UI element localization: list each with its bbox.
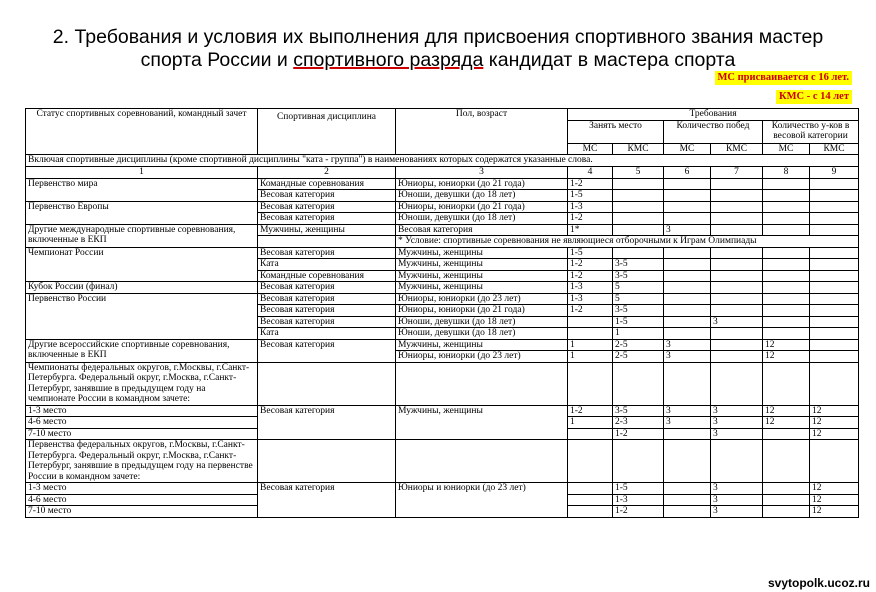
title-line-2 [0,49,876,72]
participants-kms-cell [810,282,859,294]
place-kms-cell [613,213,664,225]
participants-ms-cell [763,483,810,495]
gender-cell: Мужчины, женщины [396,405,568,440]
gender-cell: Мужчины, женщины [396,247,568,259]
status-cell: 4-6 место [26,417,258,429]
wins-ms-cell [664,506,711,518]
participants-kms-cell [810,259,859,271]
participants-ms-cell [763,201,810,213]
ms-age-note: МС присваивается с 16 лет. [715,71,852,85]
place-kms-cell [613,362,664,405]
participants-ms-cell [763,440,810,483]
place-ms-cell: 1* [568,224,613,236]
wins-kms-cell: 3 [711,506,763,518]
wins-kms-cell: 3 [711,494,763,506]
header-kms: КМС [810,143,859,155]
discipline-cell: Весовая категория [258,213,396,225]
discipline-cell [258,440,396,483]
status-cell: Другие международные спортивные соревнования, включенные в ЕКП [26,224,258,247]
discipline-cell: Весовая категория [258,483,396,518]
column-number: 4 [568,166,613,178]
discipline-cell [258,362,396,405]
status-cell: 7-10 место [26,428,258,440]
place-kms-cell [613,247,664,259]
wins-kms-cell [711,293,763,305]
gender-cell: Юниоры, юниорки (до 23 лет) [396,351,568,363]
gender-cell: Юниоры, юниорки (до 21 года) [396,201,568,213]
wins-ms-cell [664,440,711,483]
site-watermark: svytopolk.ucoz.ru [767,576,870,590]
participants-ms-cell [763,506,810,518]
place-kms-cell: 1-2 [613,506,664,518]
status-cell: 1-3 место [26,405,258,417]
place-kms-cell: 3-5 [613,305,664,317]
gender-cell: Мужчины, женщины [396,259,568,271]
status-cell: Чемпионат России [26,247,258,282]
wins-ms-cell [664,428,711,440]
kms-age-note: КМС - с 14 лет [776,90,852,104]
discipline-cell: Командные соревнования [258,270,396,282]
participants-ms-cell [763,362,810,405]
place-ms-cell: 1-2 [568,405,613,417]
gender-cell [396,362,568,405]
participants-ms-cell [763,213,810,225]
header-status: Статус спортивных соревнований, командный зачет [26,109,258,155]
place-ms-cell: 1-3 [568,201,613,213]
inclusion-note: Включая спортивные дисциплины (кроме спортивной дисциплины "ката - группа") в наименованиях которых содержатся указанные слова. [26,155,859,167]
discipline-cell: Мужчины, женщины [258,224,396,236]
column-number-row [26,166,859,178]
gender-cell: Юниоры и юниорки (до 23 лет) [396,483,568,518]
participants-kms-cell [810,316,859,328]
participants-ms-cell [763,328,810,340]
place-ms-cell: 1-5 [568,190,613,202]
wins-ms-cell [664,247,711,259]
status-cell: Первенства федеральных округов, г.Москвы, г.Санкт-Петербурга. Федеральный округ, г.Москва, г.Санкт-Петербург, занявшие в предыдущем году на первенстве России в командном зачете: [26,440,258,483]
gender-cell: Юноши, девушки (до 18 лет) [396,328,568,340]
table-row [26,405,859,417]
place-ms-cell: 1-2 [568,270,613,282]
wins-kms-cell [711,201,763,213]
wins-kms-cell [711,213,763,225]
place-ms-cell: 1 [568,351,613,363]
column-number: 2 [258,166,396,178]
participants-ms-cell [763,224,810,236]
discipline-cell: Весовая категория [258,339,396,362]
participants-kms-cell: 12 [810,483,859,495]
place-ms-cell [568,494,613,506]
status-cell: Другие всероссийские спортивные соревнования, включенные в ЕКП [26,339,258,362]
place-ms-cell: 1 [568,417,613,429]
place-kms-cell [613,178,664,190]
status-cell: Первенство мира [26,178,258,201]
place-kms-cell [613,201,664,213]
place-ms-cell [568,483,613,495]
wins-ms-cell: 3 [664,405,711,417]
status-cell: Первенство России [26,293,258,339]
discipline-cell: Весовая категория [258,405,396,440]
place-kms-cell [613,190,664,202]
place-kms-cell: 2-5 [613,351,664,363]
column-number: 5 [613,166,664,178]
participants-ms-cell [763,316,810,328]
gender-cell [396,440,568,483]
participants-kms-cell [810,351,859,363]
discipline-cell: Весовая категория [258,247,396,259]
column-number: 6 [664,166,711,178]
place-kms-cell [613,224,664,236]
column-number: 3 [396,166,568,178]
place-kms-cell: 1-5 [613,316,664,328]
participants-ms-cell [763,270,810,282]
wins-kms-cell: 3 [711,316,763,328]
gender-cell: Юноши, девушки (до 18 лет) [396,213,568,225]
gender-cell: Юноши, девушки (до 18 лет) [396,190,568,202]
condition-cell: * Условие: спортивные соревнования не являющиеся отборочными к Играм Олимпиады [396,236,859,248]
header-kms: КМС [711,143,763,155]
participants-kms-cell [810,178,859,190]
discipline-cell: Ката [258,328,396,340]
wins-kms-cell [711,440,763,483]
gender-cell: Мужчины, женщины [396,282,568,294]
table-row [26,282,859,294]
status-cell: Первенство Европы [26,201,258,224]
status-cell: 7-10 место [26,506,258,518]
wins-kms-cell [711,259,763,271]
inclusion-note-row [26,155,859,167]
participants-ms-cell [763,305,810,317]
gender-cell: Юниоры, юниорки (до 23 лет) [396,293,568,305]
wins-ms-cell [664,328,711,340]
participants-ms-cell [763,190,810,202]
place-kms-cell: 1 [613,328,664,340]
participants-ms-cell: 12 [763,351,810,363]
wins-kms-cell [711,328,763,340]
wins-ms-cell [664,201,711,213]
wins-kms-cell [711,178,763,190]
header-wins: Количество побед [664,120,763,143]
table-row [26,247,859,259]
table-row [26,440,859,483]
place-ms-cell [568,362,613,405]
wins-kms-cell [711,351,763,363]
title-line-2-end: кандидат в мастера спорта [483,49,736,71]
participants-kms-cell [810,293,859,305]
gender-cell: Мужчины, женщины [396,270,568,282]
wins-kms-cell [711,305,763,317]
place-ms-cell: 1-2 [568,305,613,317]
wins-ms-cell [664,316,711,328]
wins-ms-cell [664,305,711,317]
place-ms-cell [568,440,613,483]
title-line-2-start: спорта России и [140,49,294,71]
wins-ms-cell [664,190,711,202]
wins-kms-cell: 3 [711,405,763,417]
participants-ms-cell [763,494,810,506]
header-row [26,109,859,121]
discipline-cell: Ката [258,259,396,271]
place-kms-cell: 3-5 [613,259,664,271]
column-number: 8 [763,166,810,178]
discipline-cell: Весовая категория [258,282,396,294]
place-kms-cell: 2-3 [613,417,664,429]
gender-cell: Юниоры, юниорки (до 21 года) [396,178,568,190]
participants-ms-cell: 12 [763,339,810,351]
wins-ms-cell: 3 [664,417,711,429]
header-requirements: Требования [568,109,859,121]
place-ms-cell: 1-3 [568,293,613,305]
participants-kms-cell [810,224,859,236]
place-kms-cell [613,440,664,483]
participants-ms-cell [763,178,810,190]
gender-cell: Мужчины, женщины [396,339,568,351]
status-cell: Чемпионаты федеральных округов, г.Москвы, г.Санкт-Петербурга. Федеральный округ, г.Москва, г.Санкт-Петербург, занявшие в предыдущем году на чемпионате России в командном зачете: [26,362,258,405]
table-row [26,339,859,351]
participants-kms-cell [810,440,859,483]
gender-cell: Юниоры, юниорки (до 21 года) [396,305,568,317]
gender-cell: Весовая категория [396,224,568,236]
place-ms-cell: 1-3 [568,282,613,294]
requirements-table [25,108,859,518]
title-line-1: 2. Требования и условия их выполнения для присвоения спортивного звания мастер [52,26,824,48]
discipline-cell: Весовая категория [258,316,396,328]
participants-kms-cell: 12 [810,405,859,417]
wins-kms-cell: 3 [711,483,763,495]
page-title [0,26,876,72]
place-kms-cell: 1-3 [613,494,664,506]
wins-ms-cell: 3 [664,224,711,236]
participants-kms-cell [810,201,859,213]
discipline-cell: Весовая категория [258,293,396,305]
place-ms-cell: 1-5 [568,247,613,259]
place-ms-cell [568,506,613,518]
discipline-cell: Весовая категория [258,201,396,213]
discipline-cell: Командные соревнования [258,178,396,190]
header-ms: МС [568,143,613,155]
wins-ms-cell [664,178,711,190]
participants-ms-cell [763,247,810,259]
header-kms: КМС [613,143,664,155]
place-kms-cell: 3-5 [613,270,664,282]
table-row [26,362,859,405]
participants-kms-cell: 12 [810,428,859,440]
column-number: 9 [810,166,859,178]
participants-kms-cell [810,305,859,317]
column-number: 7 [711,166,763,178]
participants-ms-cell [763,293,810,305]
place-kms-cell: 5 [613,282,664,294]
place-kms-cell: 5 [613,293,664,305]
header-ms: МС [664,143,711,155]
header-place: Занять место [568,120,664,143]
table-row [26,224,859,236]
discipline-cell: Весовая категория [258,305,396,317]
place-kms-cell: 2-5 [613,339,664,351]
wins-ms-cell: 3 [664,339,711,351]
participants-kms-cell: 12 [810,506,859,518]
wins-kms-cell: 3 [711,428,763,440]
place-ms-cell [568,328,613,340]
gender-cell: Юноши, девушки (до 18 лет) [396,316,568,328]
participants-kms-cell [810,270,859,282]
status-cell: 4-6 место [26,494,258,506]
wins-kms-cell [711,190,763,202]
place-ms-cell [568,428,613,440]
wins-ms-cell [664,293,711,305]
header-participants: Количество у-ков в весовой категории [763,120,859,143]
table-row [26,201,859,213]
participants-kms-cell [810,247,859,259]
wins-ms-cell [664,362,711,405]
wins-kms-cell [711,282,763,294]
place-ms-cell [568,316,613,328]
header-ms: МС [763,143,810,155]
participants-ms-cell [763,428,810,440]
place-ms-cell: 1-2 [568,178,613,190]
wins-ms-cell [664,483,711,495]
participants-kms-cell [810,362,859,405]
wins-ms-cell: 3 [664,351,711,363]
participants-kms-cell [810,190,859,202]
participants-ms-cell [763,259,810,271]
header-discipline: Спортивная дисциплина [258,109,396,155]
wins-ms-cell [664,259,711,271]
table-row [26,293,859,305]
status-cell: 1-3 место [26,483,258,495]
title-underlined-link[interactable]: спортивного разряда [293,49,484,71]
wins-ms-cell [664,270,711,282]
header-gender: Пол, возраст [396,109,568,155]
place-ms-cell: 1-2 [568,213,613,225]
table-row [26,178,859,190]
wins-kms-cell [711,247,763,259]
participants-kms-cell [810,339,859,351]
wins-ms-cell [664,213,711,225]
column-number: 1 [26,166,258,178]
participants-kms-cell: 12 [810,417,859,429]
status-cell: Кубок России (финал) [26,282,258,294]
discipline-cell [258,236,396,248]
discipline-cell: Весовая категория [258,190,396,202]
wins-kms-cell [711,339,763,351]
place-kms-cell: 1-2 [613,428,664,440]
wins-kms-cell [711,362,763,405]
participants-kms-cell: 12 [810,494,859,506]
participants-ms-cell: 12 [763,417,810,429]
wins-ms-cell [664,282,711,294]
place-kms-cell: 1-5 [613,483,664,495]
wins-kms-cell [711,270,763,282]
table-row [26,483,859,495]
participants-ms-cell [763,282,810,294]
participants-ms-cell: 12 [763,405,810,417]
place-kms-cell: 3-5 [613,405,664,417]
participants-kms-cell [810,328,859,340]
place-ms-cell: 1 [568,339,613,351]
wins-kms-cell: 3 [711,417,763,429]
participants-kms-cell [810,213,859,225]
wins-kms-cell [711,224,763,236]
wins-ms-cell [664,494,711,506]
place-ms-cell: 1-2 [568,259,613,271]
